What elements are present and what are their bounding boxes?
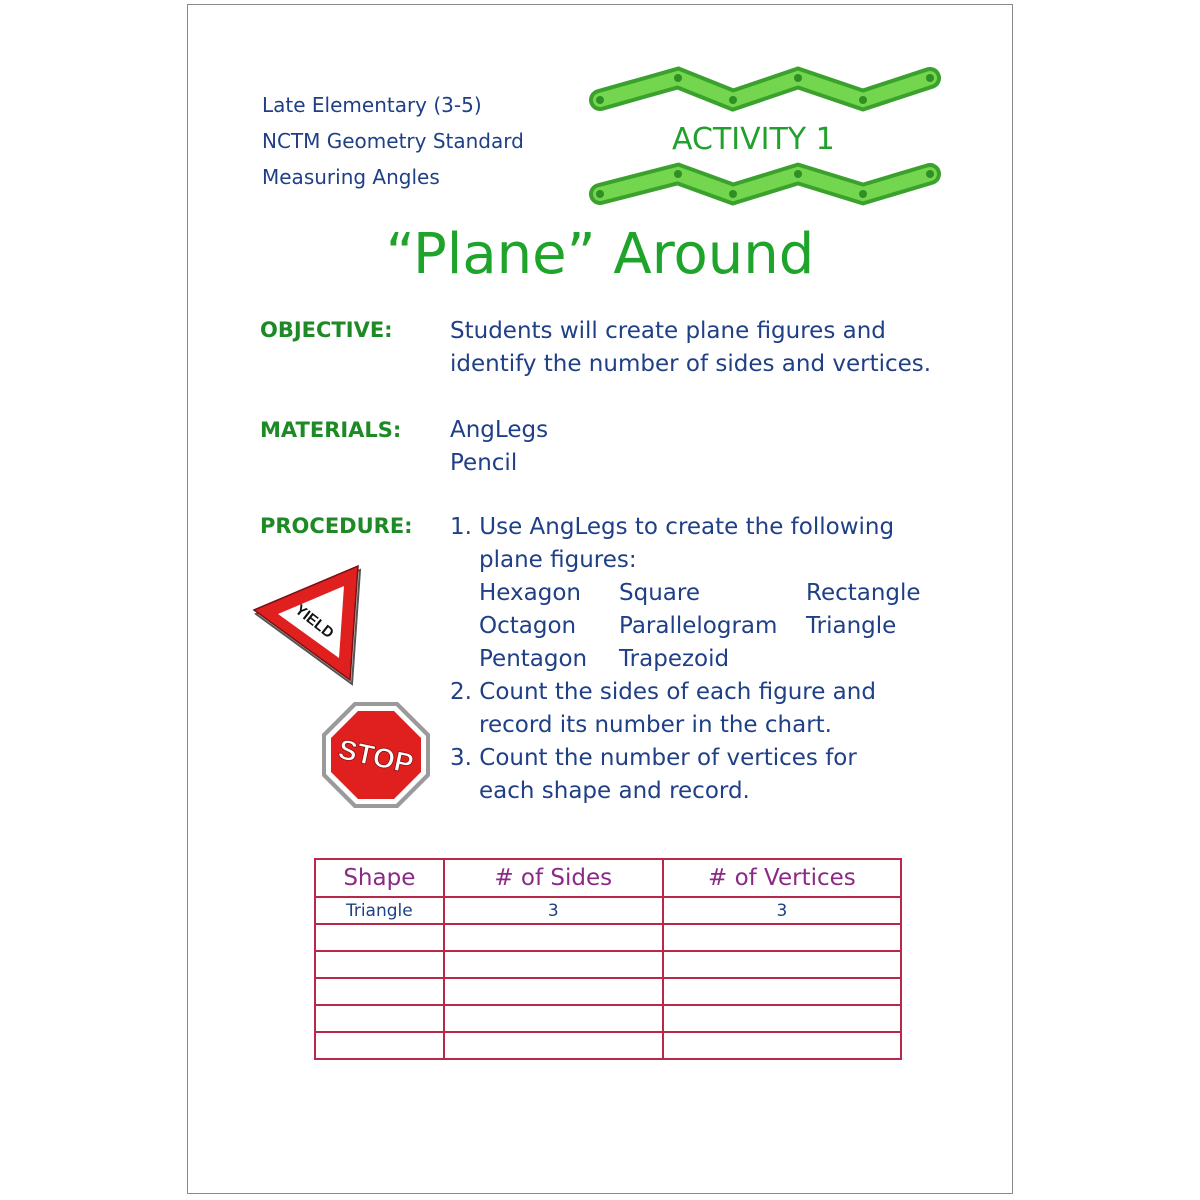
table-row [315, 951, 901, 978]
shape-name: Square [619, 580, 700, 606]
step-line: each shape and record. [479, 778, 750, 804]
material-item: Pencil [450, 450, 518, 476]
table-row [315, 1005, 901, 1032]
table-row [315, 924, 901, 951]
header-vertices: # of Vertices [663, 859, 901, 897]
cell-shape[interactable] [315, 1032, 444, 1059]
table-row [315, 1032, 901, 1059]
header-sides: # of Sides [444, 859, 663, 897]
cell-vertices[interactable] [663, 924, 901, 951]
shape-name: Rectangle [806, 580, 921, 606]
table-row [315, 978, 901, 1005]
grade-level: Late Elementary (3-5) [262, 93, 482, 117]
objective-line: identify the number of sides and vertices. [450, 351, 932, 377]
step-line: 1. Use AngLegs to create the following [450, 514, 895, 540]
step-line: 2. Count the sides of each figure and [450, 679, 876, 705]
cell-vertices[interactable] [663, 1032, 901, 1059]
cell-sides[interactable]: 3 [444, 897, 663, 924]
step-line: record its number in the chart. [479, 712, 832, 738]
cell-vertices[interactable] [663, 951, 901, 978]
cell-vertices[interactable] [663, 1005, 901, 1032]
cell-shape[interactable] [315, 1005, 444, 1032]
shape-name: Hexagon [479, 580, 581, 606]
objective-line: Students will create plane figures and [450, 318, 886, 344]
procedure-step-1 [450, 511, 894, 577]
cell-sides[interactable] [444, 1032, 663, 1059]
shape-name: Parallelogram [619, 613, 778, 639]
step-line: 3. Count the number of vertices for [450, 745, 857, 771]
cell-shape[interactable] [315, 924, 444, 951]
shape-name: Octagon [479, 613, 577, 639]
step-line: plane figures: [479, 547, 637, 573]
procedure-step-3 [450, 742, 857, 808]
cell-sides[interactable] [444, 1005, 663, 1032]
cell-sides[interactable] [444, 978, 663, 1005]
cell-sides[interactable] [444, 951, 663, 978]
yield-sign-text: YIELD [291, 601, 337, 642]
cell-shape[interactable] [315, 978, 444, 1005]
shape-name: Triangle [806, 613, 897, 639]
materials-list [450, 414, 548, 480]
stop-sign-icon [318, 698, 434, 812]
yield-sign-icon [248, 562, 372, 690]
activity-number: ACTIVITY 1 [672, 122, 835, 157]
topic: Measuring Angles [262, 165, 440, 189]
cell-sides[interactable] [444, 924, 663, 951]
page-title: “Plane” Around [385, 222, 815, 287]
header-shape: Shape [315, 859, 444, 897]
objective-text [450, 315, 931, 381]
material-item: AngLegs [450, 417, 549, 443]
shape-name: Pentagon [479, 646, 588, 672]
standard: NCTM Geometry Standard [262, 129, 524, 153]
cell-shape[interactable] [315, 951, 444, 978]
procedure-label: PROCEDURE: [260, 514, 413, 538]
procedure-step-2 [450, 676, 876, 742]
cell-vertices[interactable]: 3 [663, 897, 901, 924]
shape-name: Trapezoid [619, 646, 730, 672]
cell-vertices[interactable] [663, 978, 901, 1005]
objective-label: OBJECTIVE: [260, 318, 393, 342]
recording-chart [314, 858, 902, 1060]
table-row [315, 897, 901, 924]
materials-label: MATERIALS: [260, 418, 402, 442]
cell-shape[interactable]: Triangle [315, 897, 444, 924]
stop-sign-text: STOP [335, 733, 417, 780]
chart-header-row [315, 859, 901, 897]
